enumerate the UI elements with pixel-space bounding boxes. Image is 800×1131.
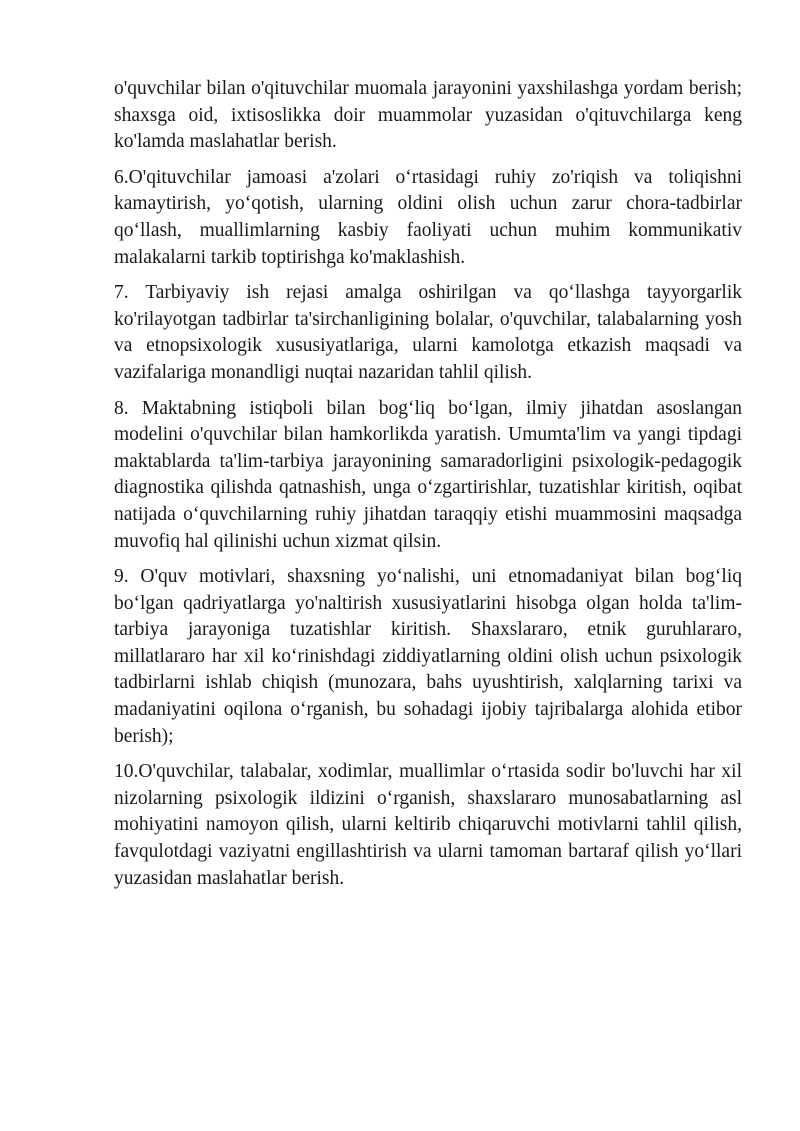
document-page: [114, 76, 742, 901]
paragraph-item-6: 6.O'qituvchilar jamoasi a'zolari oʻrtasidagi ruhiy zo'riqish va toliqishni kamaytirish, yoʻqotish, ularning oldini olish uchun zarur chora-tadbirlar qoʻllash, muallimlarning kasbiy faoliyati uchun muhim kommunikativ malakalarni tarkib toptirishga ko'maklashish.: [114, 166, 742, 268]
paragraph-item-7: 7. Tarbiyaviy ish rejasi amalga oshirilgan va qoʻllashga tayyorgarlik ko'rilayotgan tadbirlar ta'sirchanligining bolalar, o'quvchilar, talabalarning yosh va etnopsixologik xususiyatlariga, ularni kamolotga etkazish maqsadi va vazifalariga monandligi nuqtai nazaridan tahlil qilish.: [114, 282, 742, 383]
paragraph-continuation: o'quvchilar bilan o'qituvchilar muomala jarayonini yaxshilashga yordam berish; shaxsga oid, ixtisoslikka doir muammolar yuzasidan o'qituvchilarga keng ko'lamda maslahatlar berish.: [114, 78, 742, 153]
paragraph-item-9: 9. O'quv motivlari, shaxsning yoʻnalishi, uni etnomadaniyat bilan bogʻliq boʻlgan qadriyatlarga yo'naltirish xususiyatlarini hisobga olgan holda ta'lim-tarbiya jarayoniga tuzatishlar kiritish. Shaxslararo, etnik guruhlararo, millatlararo har xil koʻrinishdagi ziddiyatlarning oldini olish uchun psixologik tadbirlarni ishlab chiqish (munozara, bahs uyushtirish, xalqlarning tarixi va madaniyatini oqilona oʻrganish, bu sohadagi ijobiy tajribalarga alohida etibor berish);: [114, 566, 742, 747]
paragraph-item-10: 10.O'quvchilar, talabalar, xodimlar, muallimlar oʻrtasida sodir bo'luvchi har xil nizolarning psixologik ildizini oʻrganish, shaxslararo munosabatlarning asl mohiyatini namoyon qilish, ularni keltirib chiqaruvchi motivlarni tahlil qilish, favqulotdagi vaziyatni engillashtirish va ularni tamoman bartaraf qilish yoʻllari yuzasidan maslahatlar berish.: [114, 761, 742, 889]
paragraph-item-8: 8. Maktabning istiqboli bilan bogʻliq boʻlgan, ilmiy jihatdan asoslangan modelini o'quvchilar bilan hamkorlikda yaratish. Umumta'lim va yangi tipdagi maktablarda ta'lim-tarbiya jarayonining samaradorligini psixologik-pedagogik diagnostika qilishda qatnashish, unga oʻzgartirishlar, tuzatishlar kiritish, oqibat natijada oʻquvchilarning ruhiy jihatdan taraqqiy etishi muammosini maqsadga muvofiq hal qilinishi uchun xizmat qilsin.: [114, 397, 742, 552]
